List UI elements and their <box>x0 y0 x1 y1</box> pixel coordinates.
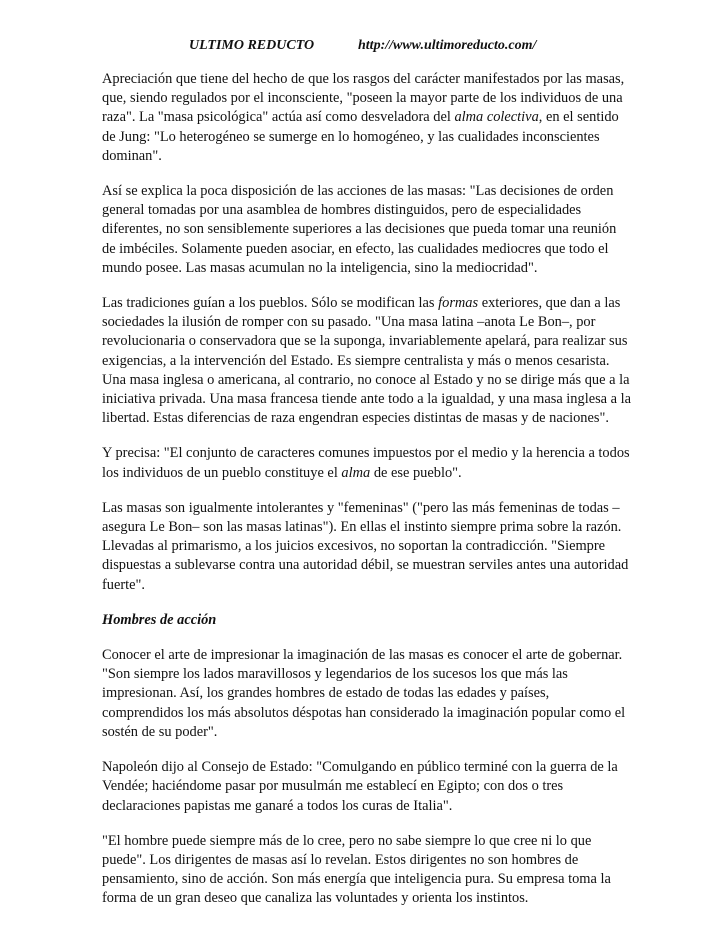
paragraph-text: Napoleón dijo al Consejo de Estado: "Comulgando en público terminé con la guerra de la Vendée; haciéndome pasar por musulmán me establecí en Egipto; con dos o tres declaraciones papistas me ganaré a todos los curas de Italia". <box>102 759 618 814</box>
paragraph <box>102 646 632 742</box>
paragraph-text: , en el sentido de Jung: "Lo heterogéneo se sumerge en lo homogéneo, y las cualidades inconscientes dominan". <box>102 109 619 164</box>
paragraph-text: Conocer el arte de impresionar la imaginación de las masas es conocer el arte de gobernar. "Son siempre los lados maravillosos y legendarios de los sucesos los que más las impresionan. Así, los grandes hombres de estado de todas las edades y países, comprendidos los más absolutos déspotas han considerado la imaginación popular como el sostén de su poder". <box>102 647 626 740</box>
paragraph <box>102 832 632 909</box>
paragraph-text: Apreciación que tiene del hecho de que los rasgos del carácter manifestados por las masas, que, siendo regulados por el inconsciente, "poseen la mayor parte de los individuos de una raza". La "masa psicológica" actúa así como desveladora del <box>102 71 625 126</box>
paragraph-text: Las masas son igualmente intolerantes y "femeninas" ("pero las más femeninas de todas –asegura Le Bon– son las masas latinas"). En ellas el instinto siempre prima sobre la razón. Llevadas al primarismo, a los juicios excesivos, no soportan la contradicción. "Siempre dispuestas a sublevarse contra una autoridad débil, se muestran serviles antes una autoridad fuerte". <box>102 499 629 593</box>
site-title: ULTIMO REDUCTO <box>189 38 315 53</box>
paragraph <box>102 444 632 482</box>
paragraph-text: Así se explica la poca disposición de las acciones de las masas: "Las decisiones de orden general tomadas por una asamblea de hombres distinguidos, pero de especialidades diferentes, no son sensiblemente superiores a las decisiones que pueda tomar una reunión de imbéciles. Solamente pueden asociar, en efecto, las cualidades mediocres que todo el mundo posee. Las masas acumulan no la inteligencia, sino la mediocridad". <box>102 183 617 276</box>
paragraph-text: Las tradiciones guían a los pueblos. Sólo se modifican las <box>102 295 439 312</box>
paragraph-text: exteriores, que dan a las sociedades la ilusión de romper con su pasado. "Una masa latina –anota Le Bon–, por revolucionaria o conservadora que se la suponga, invariablemente apelará, para realizar sus exigencias, a la intervención del Estado. Es siempre centralista y más o menos cesarista. Una masa inglesa o americana, al contrario, no conoce al Estado y no se dirige más que a la iniciativa privada. Una masa francesa tiende ante todo a la igualdad, y una masa inglesa a la libertad. Estas diferencias de raza engendran especies distintas de masas y de naciones". <box>102 295 632 427</box>
emphasis-text: alma <box>341 464 371 481</box>
article-body <box>102 70 632 925</box>
heading-text: Hombres de acción <box>102 611 217 628</box>
emphasis-text: alma colectiva <box>454 109 539 126</box>
paragraph <box>102 499 632 595</box>
paragraph <box>102 182 632 278</box>
emphasis-text: formas <box>438 295 479 312</box>
paragraph <box>102 70 632 166</box>
paragraph-text: Y precisa: "El conjunto de caracteres comunes impuestos por el medio y la herencia a todos los individuos de un pueblo constituye el <box>102 445 630 481</box>
paragraph-text: "El hombre puede siempre más de lo cree, pero no sabe siempre lo que cree ni lo que puede". Los dirigentes de masas así lo revelan. Estos dirigentes no son hombres de pensamiento, sino de acción. Son más energía que inteligencia pura. Su empresa toma la forma de un gran deseo que canaliza las voluntades y orienta los instintos. <box>102 832 611 907</box>
paragraph <box>102 294 632 428</box>
page-header <box>0 38 728 58</box>
paragraph <box>102 758 632 816</box>
section-heading <box>102 611 632 630</box>
site-url[interactable]: http://www.ultimoreducto.com/ <box>358 38 537 53</box>
paragraph-text: de ese pueblo". <box>370 464 462 481</box>
